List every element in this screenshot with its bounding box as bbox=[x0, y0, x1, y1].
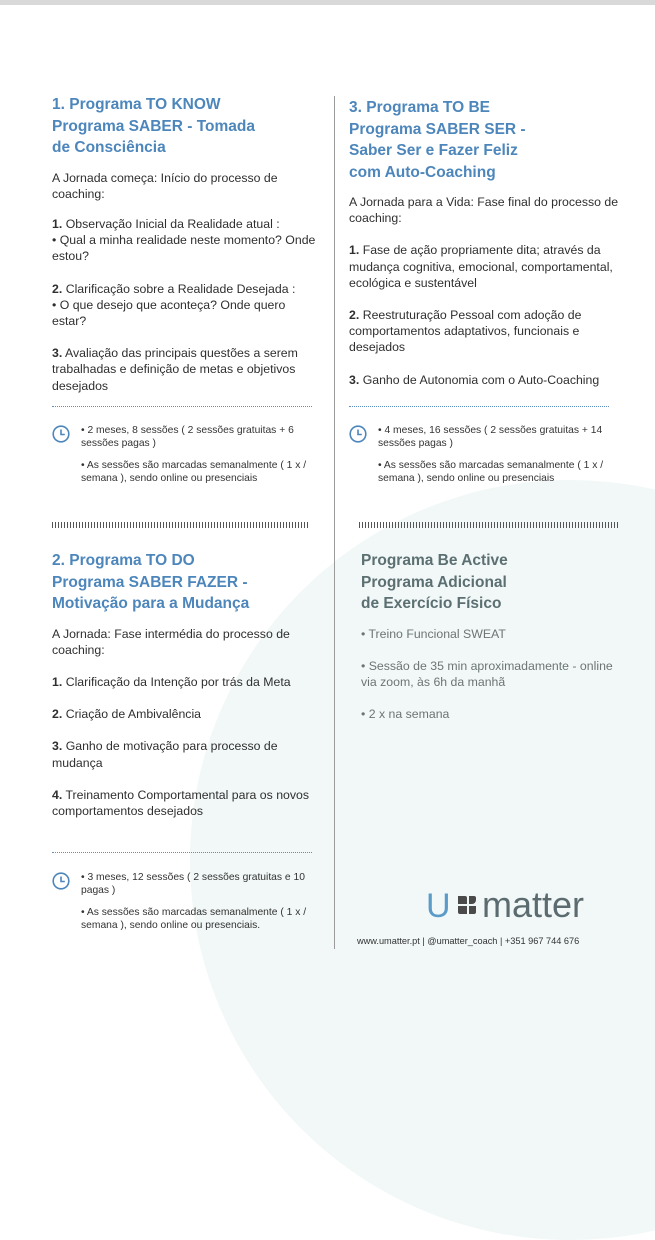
duration-text: • 3 meses, 12 sessões ( 2 sessões gratuitas e 10 pagas ) bbox=[81, 872, 305, 896]
list-item: 1. Fase de ação propriamente dita; através da mudança cognitiva, emocional, comportamental, ecológica e sustentável bbox=[349, 243, 613, 290]
list-item: 2. Criação de Ambivalência bbox=[52, 707, 202, 722]
hatched-divider bbox=[52, 522, 310, 528]
list-item: 1. Clarificação da Intenção por trás da Meta bbox=[52, 674, 291, 689]
program-title: Programa Be Active Programa Adicional de Exercício Físico bbox=[361, 552, 508, 612]
list-item: 3. Ganho de Autonomia com o Auto-Coaching bbox=[349, 372, 600, 387]
schedule-text: • As sessões são marcadas semanalmente ( 1 x / semana ), sendo online ou presenciais. bbox=[81, 907, 307, 931]
list-item: 2. Reestruturação Pessoal com adoção de comportamentos adaptativos, funcionais e desejados bbox=[349, 308, 582, 355]
list-item: 4. Treinamento Comportamental para os novos comportamentos desejados bbox=[52, 787, 310, 818]
list-item: 1. Observação Inicial da Realidade atual : • Qual a minha realidade neste momento? Onde estou? bbox=[52, 216, 316, 264]
clock-icon bbox=[52, 872, 70, 890]
program-title: 2. Programa TO DO Programa SABER FAZER - Motivação para a Mudança bbox=[52, 552, 250, 612]
program-to-do bbox=[52, 550, 320, 819]
duration-text: • 4 meses, 16 sessões ( 2 sessões gratuitas + 14 sessões pagas ) bbox=[378, 425, 603, 449]
logo-mark bbox=[458, 896, 476, 914]
clock-icon bbox=[349, 425, 367, 443]
program-to-know bbox=[52, 94, 320, 394]
session-info bbox=[52, 872, 310, 932]
logo-u: U bbox=[426, 887, 451, 925]
session-info bbox=[349, 425, 617, 485]
clock-icon bbox=[52, 425, 70, 443]
dotted-divider bbox=[52, 852, 312, 853]
logo-word: matter bbox=[482, 884, 585, 925]
intro-text: A Jornada para a Vida: Fase final do processo de coaching: bbox=[349, 195, 619, 226]
program-title: 3. Programa TO BE Programa SABER SER - Saber Ser e Fazer Feliz com Auto-Coaching bbox=[349, 99, 526, 181]
list-item: • Sessão de 35 min aproximadamente - online via zoom, às 6h da manhã bbox=[361, 658, 613, 689]
schedule-text: • As sessões são marcadas semanalmente ( 1 x / semana ), sendo online ou presenciais bbox=[81, 460, 307, 484]
hatched-divider bbox=[359, 522, 618, 528]
top-edge bbox=[0, 0, 655, 5]
intro-text: A Jornada começa: Início do processo de coaching: bbox=[52, 170, 278, 201]
list-item: 3. Avaliação das principais questões a serem trabalhadas e definição de metas e objetivos desejados bbox=[52, 346, 298, 393]
list-item: 2. Clarificação sobre a Realidade Desejada : • O que desejo que aconteça? Onde quero estar? bbox=[52, 281, 296, 328]
session-info bbox=[52, 425, 310, 485]
intro-text: A Jornada: Fase intermédia do processo de coaching: bbox=[52, 626, 290, 657]
program-title: 1. Programa TO KNOW Programa SABER - Tomada de Consciência bbox=[52, 96, 255, 156]
umatter-logo bbox=[426, 884, 626, 928]
duration-text: • 2 meses, 8 sessões ( 2 sessões gratuitas + 6 sessões pagas ) bbox=[81, 425, 294, 449]
program-to-be bbox=[349, 97, 624, 388]
list-item: • 2 x na semana bbox=[361, 707, 450, 722]
contact-line: www.umatter.pt | @umatter_coach | +351 967 744 676 bbox=[357, 936, 580, 946]
list-item: 3. Ganho de motivação para processo de mudança bbox=[52, 739, 278, 770]
program-be-active bbox=[361, 550, 626, 722]
dotted-divider bbox=[52, 406, 312, 407]
schedule-text: • As sessões são marcadas semanalmente ( 1 x / semana ), sendo online ou presenciais bbox=[378, 460, 604, 484]
column-divider bbox=[334, 96, 335, 949]
list-item: • Treino Funcional SWEAT bbox=[361, 626, 506, 641]
dotted-divider bbox=[349, 406, 609, 407]
